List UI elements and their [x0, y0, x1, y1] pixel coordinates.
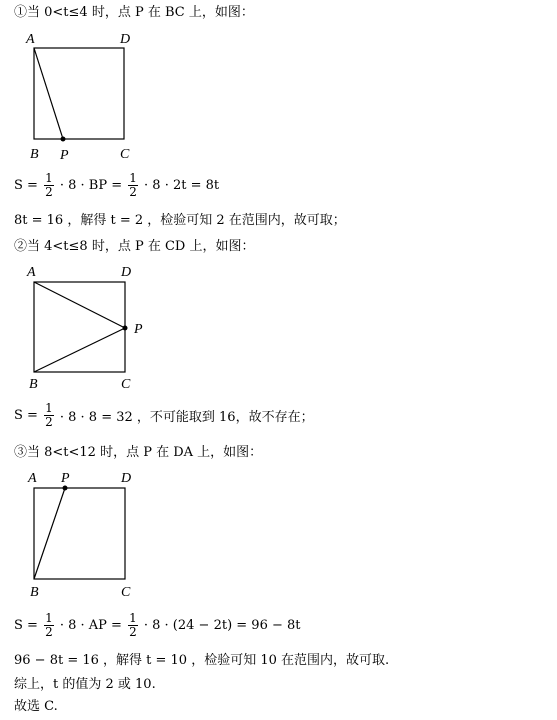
- case2-figure: [20, 262, 160, 400]
- square-outline: [34, 282, 125, 372]
- label-c: C: [120, 147, 130, 162]
- segment-bp: [34, 328, 125, 372]
- label-c: C: [121, 585, 131, 600]
- label-d: D: [120, 32, 131, 47]
- label-a: A: [27, 265, 36, 280]
- eq-mid: · 8 · BP =: [59, 178, 127, 193]
- label-d: D: [121, 471, 132, 486]
- label-b: B: [29, 377, 38, 392]
- fraction: $\frac{1}{2}$: [45, 401, 53, 429]
- case3-square-diagram: [20, 468, 160, 602]
- fraction: $\frac{1}{2}$: [129, 611, 137, 639]
- fraction: $\frac{1}{2}$: [129, 171, 137, 199]
- case3-result: 96 − 8t = 16 ，解得 t = 10 ，检验可知 10 在范围内，故可取.: [14, 653, 390, 668]
- case3-equation: [14, 612, 301, 639]
- answer: 故选 C.: [14, 699, 58, 714]
- label-a: A: [28, 471, 37, 486]
- square-outline: [34, 488, 125, 579]
- case3-heading: ③当 8<t<12 时，点 P 在 DA 上，如图：: [14, 445, 263, 460]
- label-b: B: [30, 147, 39, 162]
- eq-left: S =: [14, 408, 43, 423]
- point-p-dot: [123, 326, 128, 331]
- segment-ap: [34, 282, 125, 328]
- fraction: $\frac{1}{2}$: [45, 171, 53, 199]
- label-p: P: [134, 322, 143, 337]
- segment-ap: [34, 48, 63, 139]
- label-p: P: [60, 148, 69, 163]
- case1-square-diagram: [20, 28, 150, 168]
- label-b: B: [30, 585, 39, 600]
- label-d: D: [121, 265, 132, 280]
- label-c: C: [121, 377, 131, 392]
- case1-result: 8t = 16 ，解得 t = 2 ，检验可知 2 在范围内，故可取；: [14, 213, 346, 228]
- label-p: P: [61, 471, 70, 486]
- eq-mid: · 8 · AP =: [59, 618, 127, 633]
- square-outline: [34, 48, 124, 139]
- eq-right: · 8 · 2t = 8t: [144, 178, 220, 193]
- case2-square-diagram: [20, 262, 160, 396]
- case1-heading: ①当 0<t≤4 时，点 P 在 BC 上，如图：: [14, 5, 254, 20]
- segment-bp: [34, 488, 65, 579]
- case1-figure: [20, 28, 150, 172]
- fraction: $\frac{1}{2}$: [45, 611, 53, 639]
- eq-left: S =: [14, 178, 43, 193]
- eq-right: · 8 · 8 = 32 ，不可能取到 16，故不存在；: [59, 410, 314, 425]
- case1-equation: [14, 172, 219, 199]
- summary: 综上，t 的值为 2 或 10.: [14, 677, 156, 692]
- label-a: A: [26, 32, 35, 47]
- point-p-dot: [61, 137, 66, 142]
- case3-figure: [20, 468, 160, 606]
- eq-right: · 8 · (24 − 2t) = 96 − 8t: [143, 618, 301, 633]
- case2-equation: [14, 402, 314, 429]
- point-p-dot: [63, 486, 68, 491]
- eq-left: S =: [14, 618, 43, 633]
- case2-heading: ②当 4<t≤8 时，点 P 在 CD 上，如图：: [14, 239, 255, 254]
